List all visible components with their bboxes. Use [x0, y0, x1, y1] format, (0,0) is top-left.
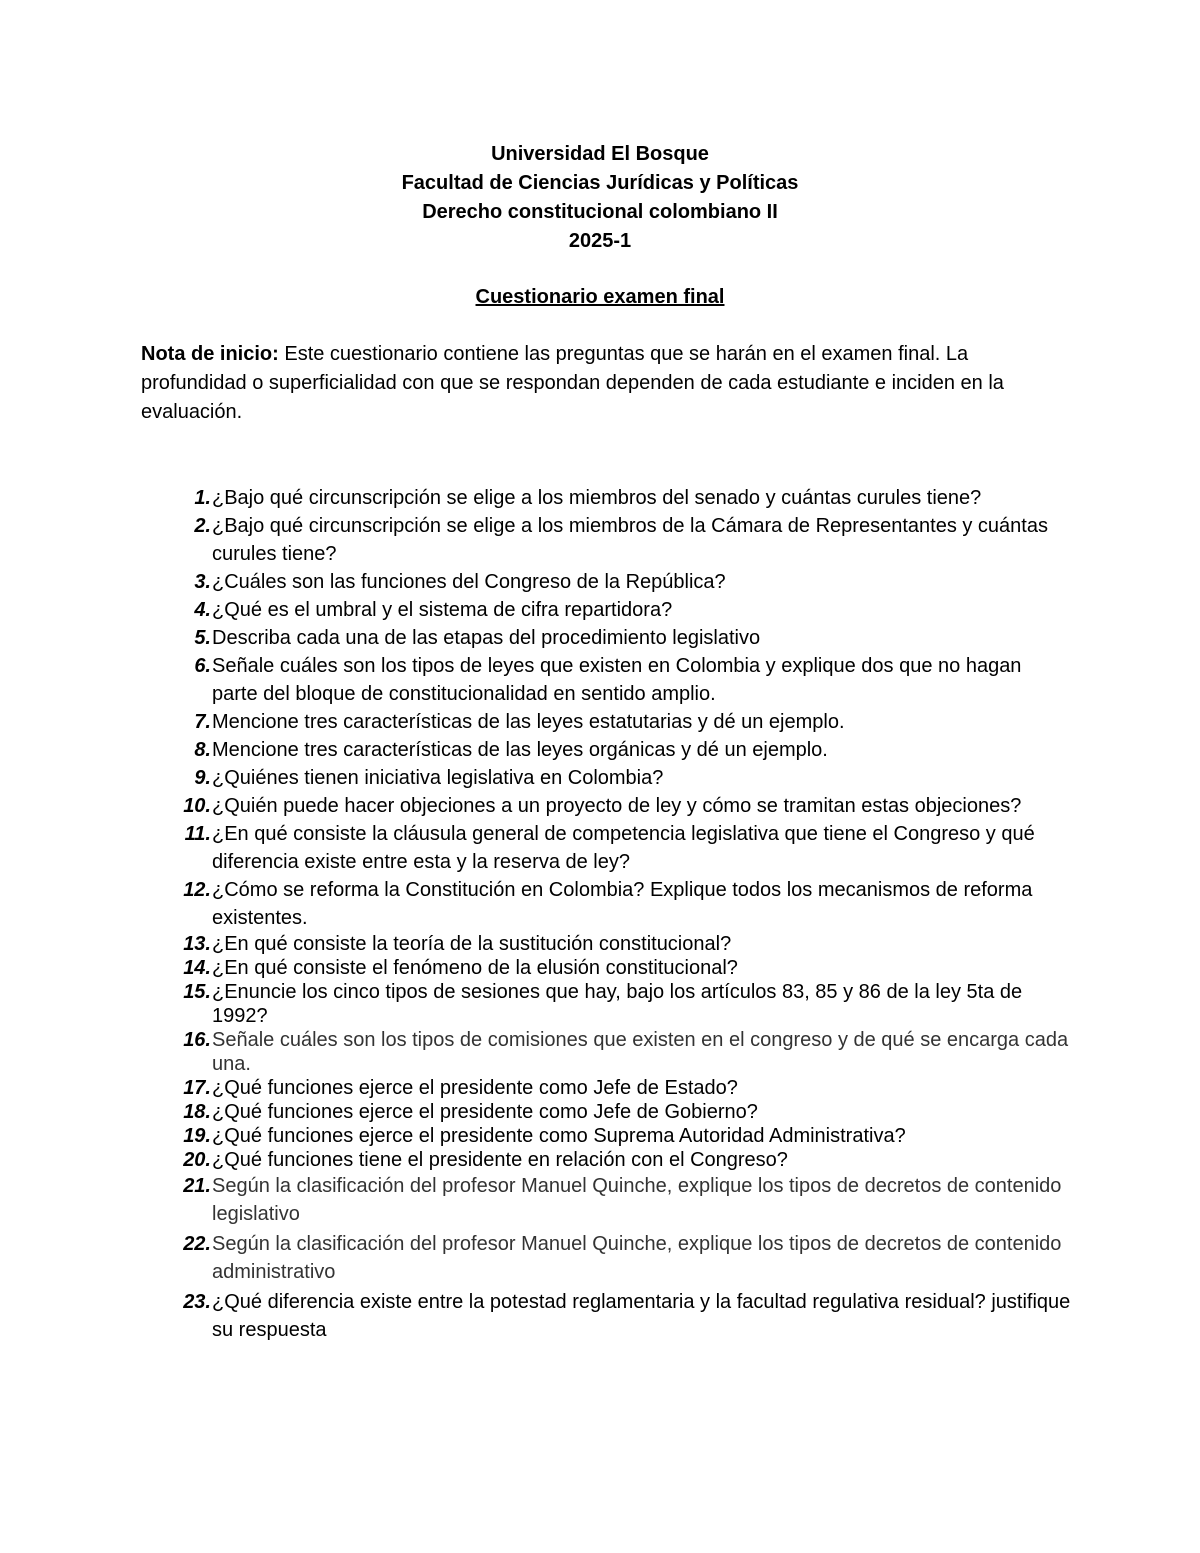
- question-item: [0, 1172, 1072, 1228]
- faculty-name: Facultad de Ciencias Jurídicas y Políticas: [401, 172, 799, 194]
- question-number: 1.: [194, 487, 211, 509]
- question-item: [0, 820, 1072, 876]
- question-number: 13.: [183, 933, 211, 955]
- question-item: [0, 512, 1072, 568]
- question-number: 9.: [194, 767, 211, 789]
- question-item: [0, 1288, 1072, 1344]
- question-text: ¿Qué funciones tiene el presidente en relación con el Congreso?: [212, 1149, 788, 1171]
- note-text: Este cuestionario contiene las preguntas que se harán en el examen final. La profundidad o superficialidad con que se respondan dependen de cada estudiante e inciden en la evaluación.: [141, 343, 1004, 423]
- question-number: 16.: [183, 1029, 211, 1051]
- question-text: ¿Bajo qué circunscripción se elige a los miembros de la Cámara de Representantes y cuántas curules tiene?: [212, 515, 1048, 565]
- question-item: [0, 980, 1072, 1028]
- question-number: 11.: [184, 823, 211, 845]
- question-number: 6.: [194, 655, 211, 677]
- question-number: 5.: [194, 627, 211, 649]
- question-number: 3.: [194, 571, 211, 593]
- question-item: [0, 1148, 1072, 1172]
- question-item: [0, 568, 1072, 596]
- question-text: ¿Enuncie los cinco tipos de sesiones que hay, bajo los artículos 83, 85 y 86 de la ley 5ta de 1992?: [212, 981, 1023, 1027]
- question-text: ¿En qué consiste la cláusula general de competencia legislativa que tiene el Congreso y qué diferencia existe entre esta y la reserva de ley?: [212, 823, 1035, 873]
- question-text: ¿Cómo se reforma la Constitución en Colombia? Explique todos los mecanismos de reforma existentes.: [212, 879, 1033, 929]
- question-text: Señale cuáles son los tipos de comisiones que existen en el congreso y de qué se encarga cada una.: [212, 1029, 1069, 1075]
- question-text: ¿Qué es el umbral y el sistema de cifra repartidora?: [212, 599, 673, 621]
- question-item: [0, 932, 1072, 956]
- question-number: 8.: [194, 739, 211, 761]
- question-number: 23.: [183, 1291, 211, 1313]
- question-item: [0, 956, 1072, 980]
- question-text: ¿Bajo qué circunscripción se elige a los miembros del senado y cuántas curules tiene?: [212, 487, 982, 509]
- question-item: [0, 652, 1072, 708]
- document-header: [0, 140, 1200, 256]
- question-item: [0, 1100, 1072, 1124]
- question-item: [0, 792, 1072, 820]
- question-text: Según la clasificación del profesor Manuel Quinche, explique los tipos de decretos de contenido legislativo: [212, 1175, 1062, 1225]
- question-item: [0, 624, 1072, 652]
- question-item: [0, 1230, 1072, 1286]
- question-text: Según la clasificación del profesor Manuel Quinche, explique los tipos de decretos de contenido administrativo: [212, 1233, 1062, 1283]
- academic-period: 2025-1: [568, 230, 632, 252]
- question-item: [0, 1028, 1072, 1076]
- question-text: ¿Quiénes tienen iniciativa legislativa en Colombia?: [212, 767, 664, 789]
- question-text: ¿En qué consiste el fenómeno de la elusión constitucional?: [212, 957, 738, 979]
- question-number: 2.: [194, 515, 211, 537]
- question-text: Señale cuáles son los tipos de leyes que existen en Colombia y explique dos que no hagan parte del bloque de constitucionalidad en sentido amplio.: [212, 655, 1022, 705]
- intro-note: [141, 340, 1071, 427]
- course-name: Derecho constitucional colombiano II: [422, 201, 778, 223]
- university-name: Universidad El Bosque: [491, 143, 709, 165]
- question-text: ¿Cuáles son las funciones del Congreso de la República?: [212, 571, 726, 593]
- question-item: [0, 596, 1072, 624]
- question-number: 21.: [183, 1175, 211, 1197]
- question-text: Mencione tres características de las leyes estatutarias y dé un ejemplo.: [212, 711, 845, 733]
- note-label: Nota de inicio:: [141, 343, 279, 365]
- question-text: ¿Qué funciones ejerce el presidente como Suprema Autoridad Administrativa?: [212, 1125, 906, 1147]
- question-number: 20.: [183, 1149, 211, 1171]
- question-text: ¿En qué consiste la teoría de la sustitución constitucional?: [212, 933, 732, 955]
- question-number: 19.: [183, 1125, 211, 1147]
- document-title-wrap: [0, 283, 1200, 312]
- question-item: [0, 876, 1072, 932]
- question-text: ¿Qué funciones ejerce el presidente como Jefe de Estado?: [212, 1077, 738, 1099]
- question-item: [0, 708, 1072, 736]
- question-number: 7.: [194, 711, 211, 733]
- question-item: [0, 736, 1072, 764]
- question-item: [0, 1124, 1072, 1148]
- question-item: [0, 1076, 1072, 1100]
- question-text: ¿Quién puede hacer objeciones a un proyecto de ley y cómo se tramitan estas objeciones?: [212, 795, 1022, 817]
- document-title: Cuestionario examen final: [475, 286, 725, 308]
- question-number: 4.: [194, 599, 211, 621]
- question-text: ¿Qué diferencia existe entre la potestad reglamentaria y la facultad regulativa residual? justifique su respuesta: [212, 1291, 1071, 1341]
- question-text: Describa cada una de las etapas del procedimiento legislativo: [212, 627, 761, 649]
- question-item: [0, 764, 1072, 792]
- question-text: ¿Qué funciones ejerce el presidente como Jefe de Gobierno?: [212, 1101, 758, 1123]
- question-item: [0, 484, 1072, 512]
- question-number: 15.: [183, 981, 211, 1003]
- question-text: Mencione tres características de las leyes orgánicas y dé un ejemplo.: [212, 739, 828, 761]
- question-number: 12.: [183, 879, 211, 901]
- question-number: 18.: [183, 1101, 211, 1123]
- question-number: 14.: [183, 957, 211, 979]
- question-number: 17.: [183, 1077, 211, 1099]
- question-number: 10.: [183, 795, 211, 817]
- question-list: [0, 484, 1200, 1344]
- question-number: 22.: [183, 1233, 211, 1255]
